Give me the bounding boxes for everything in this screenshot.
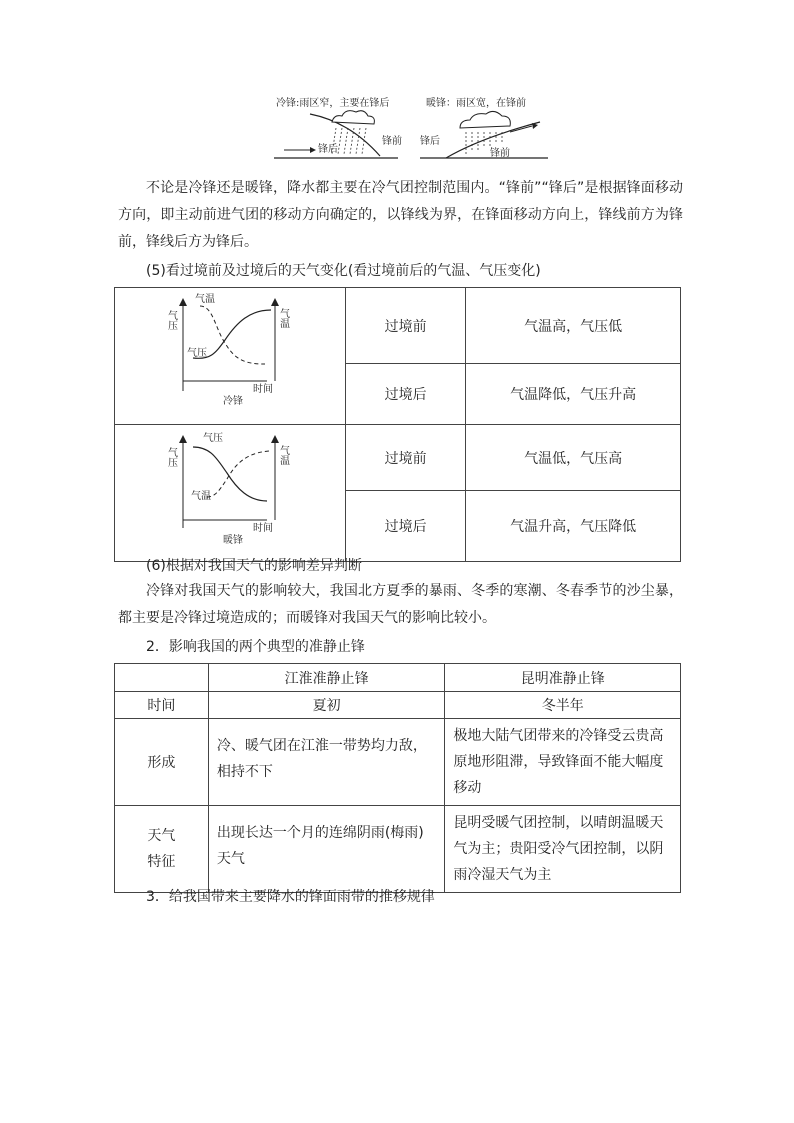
warm-x-axis-label: 时间: [253, 523, 273, 534]
header-jianghuai: 江淮准静止锋: [208, 664, 445, 692]
cold-weather-before: 气温高，气压低: [466, 288, 681, 364]
front-weather-table: [114, 287, 681, 562]
cold-arrow-icon: [310, 147, 316, 153]
jianghuai-formation: 冷、暖气团在江淮一带势均力敌，相持不下: [208, 719, 445, 806]
row-label-weather-line2: 特征: [147, 854, 176, 870]
jianghuai-time: 夏初: [208, 692, 445, 719]
corner-cell: [115, 664, 209, 692]
cold-y-left-label: 气压: [165, 310, 177, 330]
warm-y-right-label: 气温: [277, 445, 289, 465]
cold-stage-before: 过境前: [346, 288, 466, 364]
row-label-time: 时间: [115, 692, 209, 719]
row-label-weather-line1: 天气: [147, 828, 176, 844]
warm-graph-caption: 暖锋: [223, 535, 243, 546]
jianghuai-weather: 出现长达一个月的连绵阴雨(梅雨)天气: [208, 806, 445, 893]
stationary-front-table: [114, 663, 681, 893]
cold-temp-label: 气温: [195, 294, 215, 305]
kunming-formation: 极地大陆气团带来的冷锋受云贵高原地形阻滞，导致锋面不能大幅度移动: [445, 719, 681, 806]
cold-x-axis-label: 时间: [253, 384, 273, 395]
cold-front-graph-cell: [115, 288, 346, 425]
warm-weather-after: 气温升高，气压降低: [466, 491, 681, 562]
cold-front-label: 锋前: [382, 136, 402, 147]
cold-weather-after: 气温降低，气压升高: [466, 364, 681, 425]
kunming-time: 冬半年: [445, 692, 681, 719]
heading-3: 3．给我国带来主要降水的锋面雨带的推移规律: [146, 889, 435, 905]
cold-pressure-label: 气压: [187, 348, 207, 359]
row-label-weather: [115, 806, 209, 893]
warm-front-caption: 暖锋：雨区宽，在锋前: [426, 98, 526, 109]
cold-back-label: 锋后: [318, 144, 338, 155]
warm-front-graph: [115, 425, 345, 557]
heading-2: 2．影响我国的两个典型的准静止锋: [146, 639, 365, 655]
cold-front-graph: [115, 288, 345, 420]
header-kunming: 昆明准静止锋: [445, 664, 681, 692]
cold-graph-caption: 冷锋: [223, 396, 243, 407]
warm-weather-before: 气温低，气压高: [466, 425, 681, 491]
row-label-formation: 形成: [115, 719, 209, 806]
warm-stage-after: 过境后: [346, 491, 466, 562]
kunming-weather: 昆明受暖气团控制，以晴朗温暖天气为主；贵阳受冷气团控制，以阴雨冷湿天气为主: [445, 806, 681, 893]
heading-6: (6)根据对我国天气的影响差异判断: [146, 558, 362, 574]
warm-stage-before: 过境前: [346, 425, 466, 491]
cold-front-caption: 冷锋:雨区窄，主要在锋后: [276, 98, 390, 109]
paragraph-front-definition: 不论是冷锋还是暖锋，降水都主要在冷气团控制范围内。“锋前”“锋后”是根据锋面移动方向，即主动前进气团的移动方向确定的，以锋线为界，在锋面移动方向上，锋线前方为锋前，锋线后方为锋后。: [118, 180, 683, 250]
heading-5: (5)看过境前及过境后的天气变化(看过境前后的气温、气压变化): [146, 263, 541, 279]
warm-cloud: [460, 111, 510, 128]
warm-front-graph-cell: [115, 425, 346, 562]
warm-temp-label: 气温: [191, 491, 211, 502]
cold-stage-after: 过境后: [346, 364, 466, 425]
warm-y-left-label: 气压: [165, 447, 177, 467]
warm-front-label: 锋前: [490, 148, 510, 159]
cold-y-right-label: 气温: [277, 308, 289, 328]
cold-cloud: [332, 111, 374, 124]
warm-back-label: 锋后: [420, 136, 440, 147]
warm-pressure-label: 气压: [203, 433, 223, 444]
front-diagram: [270, 92, 550, 164]
cold-temp-curve: [200, 306, 265, 364]
paragraph-cold-front-impact: 冷锋对我国天气的影响较大，我国北方夏季的暴雨、冬季的寒潮、冬春季节的沙尘暴，都主要是冷锋过境造成的；而暖锋对我国天气的影响比较小。: [118, 583, 683, 626]
